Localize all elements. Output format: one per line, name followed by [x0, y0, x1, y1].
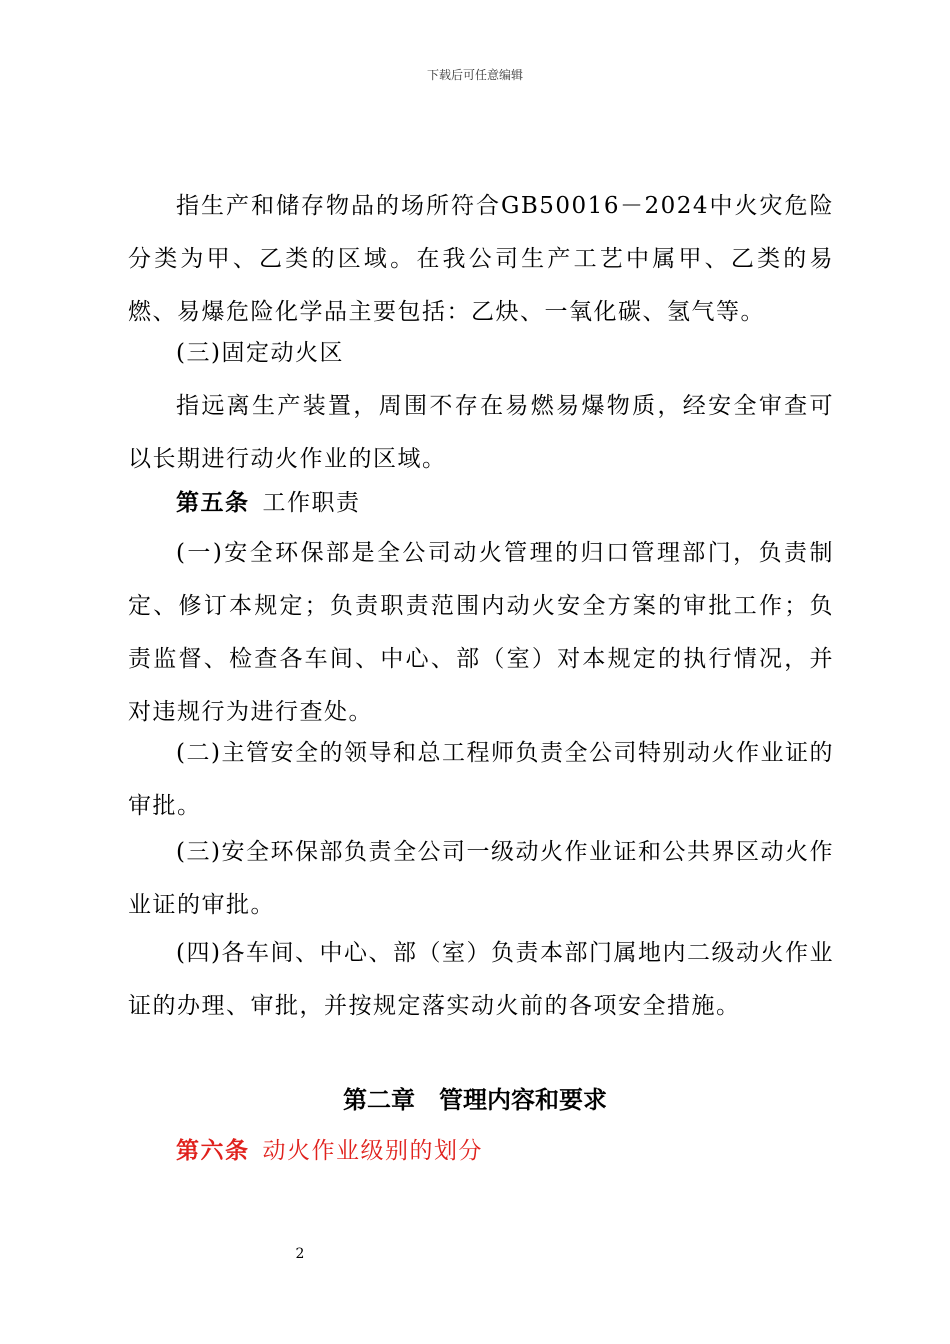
paragraph-duty-4: (四)各车间、中心、部（室）负责本部门属地内二级动火作业证的办理、审批，并按规定落实动火前的各项安全措施。 [128, 940, 834, 1019]
chapter-title: 第二章 管理内容和要求 [343, 1086, 607, 1114]
paragraph-duty-3: (三)安全环保部负责全公司一级动火作业证和公共界区动火作业证的审批。 [128, 839, 834, 918]
page-number: 2 [295, 1246, 305, 1262]
article-6-label: 第六条 [176, 1137, 250, 1164]
article-5-label: 第五条 [176, 489, 250, 516]
article-6-title: 动火作业级别的划分 [262, 1138, 483, 1164]
paragraph-fixed-fire-zone: 指远离生产装置，周围不存在易燃易爆物质，经安全审查可以长期进行动火作业的区域。 [128, 393, 834, 472]
paragraph-duty-1: (一)安全环保部是全公司动火管理的归口管理部门，负责制定、修订本规定；负责职责范围内动火安全方案的审批工作；负责监督、检查各车间、中心、部（室）对本规定的执行情况，并对违规行为进行查处。 [128, 540, 834, 725]
article-6-heading [128, 1124, 834, 1178]
article-5-heading [128, 476, 834, 530]
page-header: 下载后可任意编辑 [426, 68, 523, 82]
subheading-fixed-fire-zone: (三)固定动火区 [176, 340, 344, 366]
paragraph-duty-2: (二)主管安全的领导和总工程师负责全公司特别动火作业证的审批。 [128, 740, 834, 819]
article-5-title: 工作职责 [262, 490, 361, 516]
paragraph-hazard-area: 指生产和储存物品的场所符合GB50016－2024中火灾危险分类为甲、乙类的区域。在我公司生产工艺中属甲、乙类的易燃、易爆危险化学品主要包括：乙炔、一氧化碳、氢气等。 [128, 193, 834, 325]
